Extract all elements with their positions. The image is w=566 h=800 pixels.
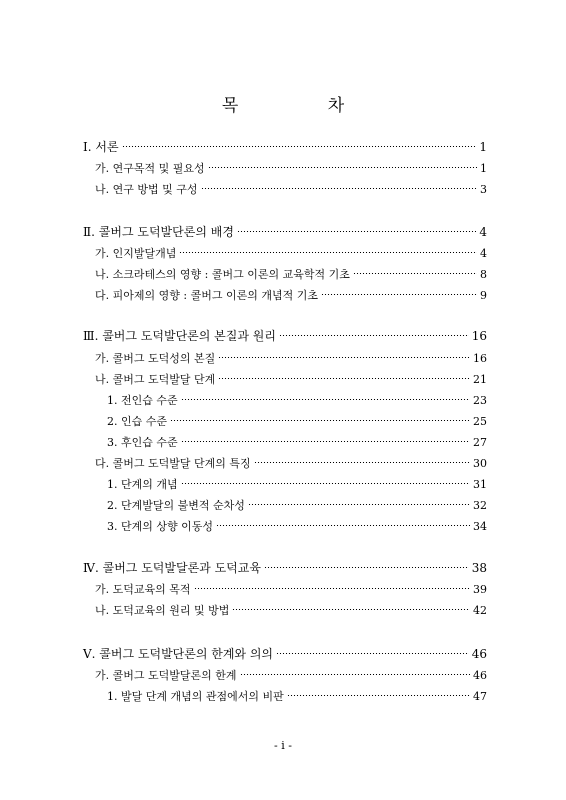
toc-entry-page: 46 xyxy=(473,669,487,682)
toc-entry-page: 16 xyxy=(473,352,487,365)
toc-entry-label: Ⅰ. 서론 xyxy=(83,140,119,154)
toc-entry-page: 3 xyxy=(480,183,487,196)
toc-subsection xyxy=(107,388,487,407)
toc-entry-label: Ⅲ. 콜버그 도덕발단론의 본질과 원리 xyxy=(83,329,276,343)
toc-entry-label: 3. 단계의 상향 이동성 xyxy=(107,520,213,533)
toc-entry-page: 34 xyxy=(473,520,487,533)
toc-entry-label: 다. 피아제의 영향 : 콜버그 이론의 개념적 기초 xyxy=(95,289,318,302)
toc-entry-page: 27 xyxy=(473,436,487,449)
toc-entry-label: 가. 연구목적 및 필요성 xyxy=(95,162,205,175)
toc-entry-page: 31 xyxy=(473,478,487,491)
toc-section xyxy=(95,241,487,260)
dot-leader xyxy=(321,283,477,299)
dot-leader xyxy=(170,409,470,425)
toc-entry-label: 1. 발달 단계 개념의 관점에서의 비판 xyxy=(107,690,284,703)
toc-entry-page: 4 xyxy=(479,225,487,239)
toc-entry-label: Ⅳ. 콜버그 도덕발달론과 도덕교육 xyxy=(83,561,261,575)
dot-leader xyxy=(232,598,470,614)
dot-leader xyxy=(237,220,476,236)
toc-entry-label: 가. 인지발달개념 xyxy=(95,247,177,260)
toc-entry-page: 23 xyxy=(473,394,487,407)
toc-entry-label: 가. 도덕교육의 목적 xyxy=(95,583,191,596)
dot-leader xyxy=(240,663,471,679)
dot-leader xyxy=(201,177,478,193)
toc-section xyxy=(95,156,487,175)
toc-subsection xyxy=(107,684,487,703)
toc-chapter xyxy=(83,642,487,661)
toc-entry-page: 21 xyxy=(473,373,487,386)
toc-entry-label: Ⅱ. 콜버그 도덕발단론의 배경 xyxy=(83,225,234,239)
toc-section xyxy=(95,577,487,596)
toc-entry-label: 3. 후인습 수준 xyxy=(107,436,178,449)
toc-entry-label: 나. 도덕교육의 원리 및 방법 xyxy=(95,604,230,617)
dot-leader xyxy=(181,472,470,488)
dot-leader xyxy=(279,324,469,340)
toc-entry-label: 나. 연구 방법 및 구성 xyxy=(95,183,198,196)
toc-subsection xyxy=(107,409,487,428)
dot-leader xyxy=(194,577,471,593)
toc-chapter xyxy=(83,324,487,343)
dot-leader xyxy=(218,346,470,362)
toc-section xyxy=(95,663,487,682)
toc-entry-page: 38 xyxy=(471,561,487,575)
dot-leader xyxy=(181,430,470,446)
toc-entry-page: 25 xyxy=(473,415,487,428)
dot-leader xyxy=(216,514,470,530)
toc-entry-page: 46 xyxy=(471,647,487,661)
toc-section xyxy=(95,598,487,617)
toc-entry-label: 1. 단계의 개념 xyxy=(107,478,178,491)
toc-entry-page: 16 xyxy=(471,329,487,343)
toc-section xyxy=(95,367,487,386)
toc-entry-label: 다. 콜버그 도덕발달 단계의 특징 xyxy=(95,457,251,470)
toc-entry-label: 나. 콜버그 도덕발달 단계 xyxy=(95,373,216,386)
dot-leader xyxy=(181,388,470,404)
toc-entry-label: 나. 소크라테스의 영향 : 콜버그 이론의 교육학적 기초 xyxy=(95,268,350,281)
toc-entry-page: 47 xyxy=(473,690,487,703)
toc-subsection xyxy=(107,514,487,533)
toc-entry-page: 8 xyxy=(480,268,487,281)
toc-section xyxy=(95,451,487,470)
dot-leader xyxy=(218,367,470,383)
toc-section xyxy=(95,262,487,281)
dot-leader xyxy=(353,262,477,278)
toc-entry-page: 4 xyxy=(480,247,487,260)
toc-entry-page: 32 xyxy=(473,499,487,512)
toc-entry-page: 39 xyxy=(473,583,487,596)
dot-leader xyxy=(179,241,477,257)
toc-entry-label: 가. 콜버그 도덕성의 본질 xyxy=(95,352,216,365)
dot-leader xyxy=(276,642,469,658)
toc-chapter xyxy=(83,556,487,575)
toc-entry-page: 1 xyxy=(480,162,487,175)
page-number-footer: - i - xyxy=(274,739,292,752)
toc-entry-page: 30 xyxy=(473,457,487,470)
toc-chapter xyxy=(83,135,487,154)
dot-leader xyxy=(287,684,470,700)
toc-entry-page: 9 xyxy=(480,289,487,302)
page-title: 목 차 xyxy=(221,96,387,116)
toc-entry-label: Ⅴ. 콜버그 도덕발단론의 한계와 의의 xyxy=(83,647,274,661)
toc-section xyxy=(95,283,487,302)
dot-leader xyxy=(264,556,469,572)
toc-section xyxy=(95,177,487,196)
toc-subsection xyxy=(107,430,487,449)
toc-entry-label: 1. 전인습 수준 xyxy=(107,394,178,407)
dot-leader xyxy=(254,451,470,467)
toc-entry-label: 가. 콜버그 도덕발달론의 한계 xyxy=(95,669,237,682)
toc-chapter xyxy=(83,220,487,239)
dot-leader xyxy=(208,156,477,172)
toc-subsection xyxy=(107,472,487,491)
dot-leader xyxy=(122,135,477,151)
toc-subsection xyxy=(107,493,487,512)
toc-entry-label: 2. 인습 수준 xyxy=(107,415,167,428)
toc-section xyxy=(95,346,487,365)
toc-entry-label: 2. 단계발달의 불변적 순차성 xyxy=(107,499,245,512)
dot-leader xyxy=(248,493,470,509)
toc-entry-page: 1 xyxy=(479,140,487,154)
toc-entry-page: 42 xyxy=(473,604,487,617)
